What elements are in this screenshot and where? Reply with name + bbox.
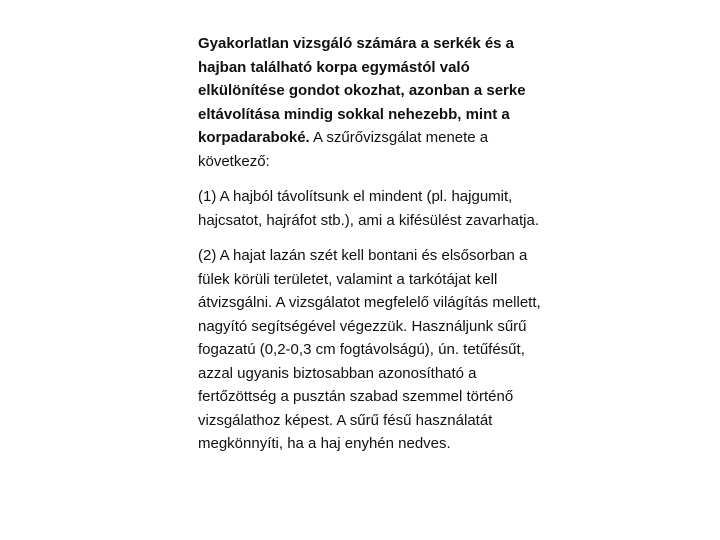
step-2-paragraph: (2) A hajat lazán szét kell bontani és elsősorban a fülek körüli területet, valamint a tarkótájat kell átvizsgálni. A vizsgálatot megfelelő világítás mellett, nagyító segítségével végezzük. Használjunk sűrű fogazatú (0,2-0,3 cm fogtávolságú), ún. tetűfésűt, azzal ugyanis biztosabban azonosítható a fertőzöttség a pusztán szabad szemmel történő vizsgálathoz képest. A sűrű fésű használatát megkönnyíti, ha a haj enyhén nedves. <box>198 247 541 452</box>
text-block <box>198 32 550 468</box>
intro-rest-text: A szűrővizsgálat menete a következő: <box>198 129 489 170</box>
intro-bold-text: Gyakorlatlan vizsgáló számára a serkék és a hajban található korpa egymástól való elkülönítése gondot okozhat, azonban a serke eltávolítása mindig sokkal nehezebb, mint a korpadaraboké. <box>198 35 526 146</box>
step-1-paragraph: (1) A hajból távolítsunk el mindent (pl. hajgumit, hajcsatot, hajráfot stb.), ami a kifésülést zavarhatja. <box>198 188 539 229</box>
intro-paragraph <box>198 32 550 173</box>
